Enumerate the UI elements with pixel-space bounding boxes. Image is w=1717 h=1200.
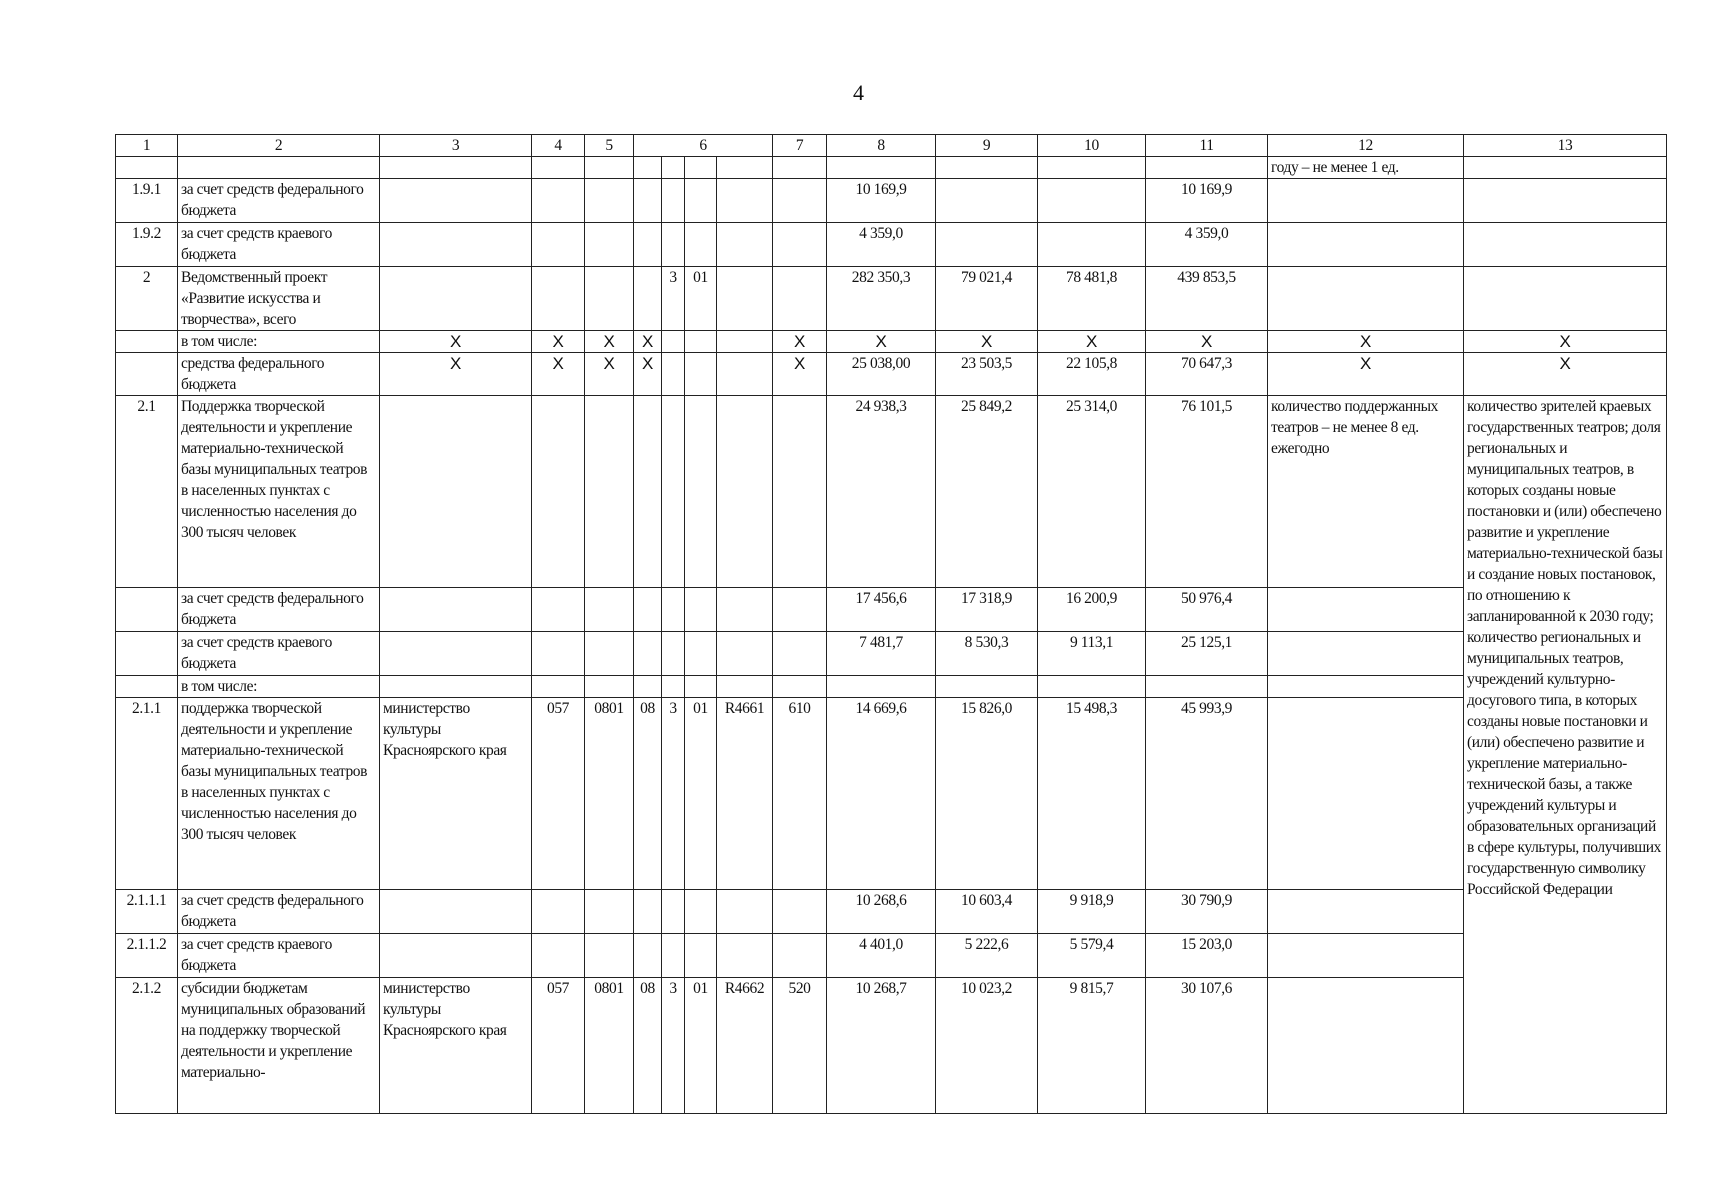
cell-c3 — [685, 588, 717, 632]
column-number: 9 — [936, 135, 1038, 157]
cell-c1: X — [634, 331, 662, 353]
cell-y2 — [936, 223, 1038, 267]
cell-num — [116, 632, 178, 676]
table-row — [116, 890, 1667, 934]
cell-c4 — [717, 179, 773, 223]
cell-c3 — [685, 353, 717, 396]
cell-name: за счет средств краевого бюджета — [178, 632, 380, 676]
cell-grbs — [532, 934, 585, 978]
cell-y1: 17 456,6 — [827, 588, 936, 632]
cell-c3 — [685, 934, 717, 978]
cell-vr: X — [773, 331, 827, 353]
cell-exec: министерство культуры Красноярского края — [380, 978, 532, 1114]
table-row — [116, 698, 1667, 890]
cell-num: 2 — [116, 267, 178, 331]
table-row — [116, 223, 1667, 267]
cell-exec — [380, 267, 532, 331]
cell-num — [116, 588, 178, 632]
table-row — [116, 588, 1667, 632]
table-row — [116, 396, 1667, 588]
cell-y3: 78 481,8 — [1038, 267, 1146, 331]
cell-y2: 8 530,3 — [936, 632, 1038, 676]
table-row — [116, 267, 1667, 331]
cell-c3 — [685, 396, 717, 588]
cell-c4 — [717, 588, 773, 632]
table-row — [116, 978, 1667, 1114]
cell-result: X — [1268, 353, 1464, 396]
cell-exec: министерство культуры Красноярского края — [380, 698, 532, 890]
cell-c2: 3 — [662, 267, 685, 331]
cell-c2 — [662, 223, 685, 267]
cell-name: за счет средств краевого бюджета — [178, 223, 380, 267]
cell-c4 — [717, 353, 773, 396]
cell-c3 — [685, 676, 717, 698]
cell-rzpr: X — [585, 331, 634, 353]
cell-num: 2.1.2 — [116, 978, 178, 1114]
cell-grbs: 057 — [532, 698, 585, 890]
column-number-row — [116, 135, 1667, 157]
cell-y2 — [936, 179, 1038, 223]
cell-num — [116, 331, 178, 353]
cell-indicator: X — [1464, 353, 1667, 396]
table-row — [116, 157, 1667, 179]
cell-name: в том числе: — [178, 676, 380, 698]
cell-total: 30 790,9 — [1146, 890, 1268, 934]
table-row — [116, 353, 1667, 396]
column-number: 13 — [1464, 135, 1667, 157]
column-number: 3 — [380, 135, 532, 157]
cell-result — [1268, 223, 1464, 267]
cell-y1: 4 359,0 — [827, 223, 936, 267]
cell-c2 — [662, 157, 685, 179]
cell-c4 — [717, 267, 773, 331]
cell-c4: R4662 — [717, 978, 773, 1114]
column-number: 7 — [773, 135, 827, 157]
cell-name: за счет средств федерального бюджета — [178, 588, 380, 632]
cell-y3 — [1038, 179, 1146, 223]
cell-c4 — [717, 890, 773, 934]
cell-exec — [380, 676, 532, 698]
column-number: 1 — [116, 135, 178, 157]
cell-rzpr — [585, 632, 634, 676]
cell-name: субсидии бюджетам муниципальных образований на поддержку творческой деятельности и укрепление материально- — [178, 978, 380, 1114]
cell-y3: 15 498,3 — [1038, 698, 1146, 890]
table-row — [116, 676, 1667, 698]
cell-name: в том числе: — [178, 331, 380, 353]
cell-y1: 282 350,3 — [827, 267, 936, 331]
cell-exec — [380, 223, 532, 267]
cell-vr — [773, 267, 827, 331]
cell-rzpr — [585, 934, 634, 978]
cell-c2 — [662, 676, 685, 698]
cell-c1: 08 — [634, 978, 662, 1114]
cell-vr — [773, 223, 827, 267]
cell-c1 — [634, 588, 662, 632]
cell-vr — [773, 157, 827, 179]
cell-y1: 10 169,9 — [827, 179, 936, 223]
cell-name: поддержка творческой деятельности и укрепление материально-технической базы муниципальных театров в населенных пунктах с численностью населения до 300 тысяч человек — [178, 698, 380, 890]
cell-result — [1268, 267, 1464, 331]
cell-y3 — [1038, 157, 1146, 179]
budget-table — [115, 134, 1667, 1114]
cell-c4 — [717, 223, 773, 267]
cell-total: 10 169,9 — [1146, 179, 1268, 223]
cell-result — [1268, 934, 1464, 978]
cell-c2 — [662, 890, 685, 934]
cell-y3: 22 105,8 — [1038, 353, 1146, 396]
cell-result — [1268, 890, 1464, 934]
cell-c3 — [685, 632, 717, 676]
cell-exec — [380, 934, 532, 978]
cell-total — [1146, 157, 1268, 179]
cell-c1 — [634, 632, 662, 676]
cell-y2 — [936, 676, 1038, 698]
cell-c2: 3 — [662, 698, 685, 890]
cell-c2 — [662, 179, 685, 223]
cell-c3 — [685, 223, 717, 267]
cell-c1 — [634, 223, 662, 267]
column-number: 6 — [634, 135, 773, 157]
cell-grbs — [532, 157, 585, 179]
cell-vr — [773, 632, 827, 676]
cell-result — [1268, 632, 1464, 676]
cell-c4 — [717, 632, 773, 676]
cell-indicator: X — [1464, 331, 1667, 353]
column-number: 12 — [1268, 135, 1464, 157]
cell-c2 — [662, 331, 685, 353]
cell-name: за счет средств краевого бюджета — [178, 934, 380, 978]
cell-c3: 01 — [685, 698, 717, 890]
cell-exec — [380, 890, 532, 934]
cell-name: Ведомственный проект «Развитие искусства и творчества», всего — [178, 267, 380, 331]
cell-c3: 01 — [685, 267, 717, 331]
cell-y1: 14 669,6 — [827, 698, 936, 890]
cell-y2: 15 826,0 — [936, 698, 1038, 890]
cell-num — [116, 676, 178, 698]
cell-result — [1268, 978, 1464, 1114]
cell-rzpr: 0801 — [585, 978, 634, 1114]
cell-y1: 7 481,7 — [827, 632, 936, 676]
cell-y3: X — [1038, 331, 1146, 353]
cell-y3: 25 314,0 — [1038, 396, 1146, 588]
cell-vr — [773, 890, 827, 934]
cell-c1: X — [634, 353, 662, 396]
cell-total: 30 107,6 — [1146, 978, 1268, 1114]
cell-rzpr — [585, 179, 634, 223]
cell-grbs — [532, 267, 585, 331]
column-number: 8 — [827, 135, 936, 157]
cell-c4 — [717, 934, 773, 978]
cell-y2: 23 503,5 — [936, 353, 1038, 396]
cell-y1: 4 401,0 — [827, 934, 936, 978]
cell-c3 — [685, 157, 717, 179]
cell-total: 4 359,0 — [1146, 223, 1268, 267]
cell-vr — [773, 934, 827, 978]
cell-total: 76 101,5 — [1146, 396, 1268, 588]
cell-result — [1268, 588, 1464, 632]
cell-num: 2.1 — [116, 396, 178, 588]
cell-exec — [380, 396, 532, 588]
cell-c3 — [685, 890, 717, 934]
cell-exec — [380, 588, 532, 632]
cell-y1 — [827, 157, 936, 179]
cell-vr: X — [773, 353, 827, 396]
cell-vr: 520 — [773, 978, 827, 1114]
cell-grbs: 057 — [532, 978, 585, 1114]
cell-y3: 5 579,4 — [1038, 934, 1146, 978]
cell-y3 — [1038, 676, 1146, 698]
cell-rzpr — [585, 588, 634, 632]
cell-y3: 16 200,9 — [1038, 588, 1146, 632]
cell-rzpr — [585, 223, 634, 267]
cell-c1 — [634, 676, 662, 698]
cell-result: X — [1268, 331, 1464, 353]
cell-y1 — [827, 676, 936, 698]
cell-rzpr: X — [585, 353, 634, 396]
column-number: 2 — [178, 135, 380, 157]
cell-total: 15 203,0 — [1146, 934, 1268, 978]
cell-indicator — [1464, 157, 1667, 179]
cell-c2 — [662, 353, 685, 396]
cell-num: 1.9.2 — [116, 223, 178, 267]
cell-c2 — [662, 588, 685, 632]
cell-c2 — [662, 396, 685, 588]
cell-c1 — [634, 396, 662, 588]
cell-y3 — [1038, 223, 1146, 267]
cell-y3: 9 113,1 — [1038, 632, 1146, 676]
cell-indicator — [1464, 223, 1667, 267]
table-row — [116, 934, 1667, 978]
cell-y2 — [936, 157, 1038, 179]
cell-c3 — [685, 179, 717, 223]
cell-vr — [773, 179, 827, 223]
cell-y2: X — [936, 331, 1038, 353]
cell-total: 70 647,3 — [1146, 353, 1268, 396]
cell-grbs — [532, 632, 585, 676]
cell-c1 — [634, 157, 662, 179]
table-row — [116, 331, 1667, 353]
cell-vr: 610 — [773, 698, 827, 890]
cell-total: 439 853,5 — [1146, 267, 1268, 331]
cell-grbs — [532, 179, 585, 223]
cell-vr — [773, 676, 827, 698]
page-number: 4 — [853, 80, 864, 105]
cell-rzpr — [585, 890, 634, 934]
cell-total: 45 993,9 — [1146, 698, 1268, 890]
cell-y2: 25 849,2 — [936, 396, 1038, 588]
cell-y1: 10 268,7 — [827, 978, 936, 1114]
cell-c2 — [662, 934, 685, 978]
cell-name: средства федерального бюджета — [178, 353, 380, 396]
cell-c1: 08 — [634, 698, 662, 890]
cell-y3: 9 815,7 — [1038, 978, 1146, 1114]
table-row — [116, 179, 1667, 223]
column-number: 10 — [1038, 135, 1146, 157]
cell-c1 — [634, 890, 662, 934]
table-row — [116, 632, 1667, 676]
cell-num — [116, 353, 178, 396]
cell-exec — [380, 632, 532, 676]
cell-c4 — [717, 396, 773, 588]
cell-c1 — [634, 934, 662, 978]
cell-total: X — [1146, 331, 1268, 353]
cell-result — [1268, 676, 1464, 698]
cell-grbs — [532, 890, 585, 934]
cell-y1: 10 268,6 — [827, 890, 936, 934]
cell-grbs — [532, 396, 585, 588]
cell-total: 50 976,4 — [1146, 588, 1268, 632]
column-number: 11 — [1146, 135, 1268, 157]
cell-total: 25 125,1 — [1146, 632, 1268, 676]
cell-num: 2.1.1 — [116, 698, 178, 890]
cell-num: 1.9.1 — [116, 179, 178, 223]
cell-c4 — [717, 157, 773, 179]
cell-indicator-merged: количество зрителей краевых государственных театров; доля региональных и муниципальных театров, в которых созданы новые постановки и (или) обеспечено развитие и укрепление материально-технической базы и создание новых постановок, по отношению к запланированной к 2030 году; количество региональных и муниципальных театров, учреждений культурно-досугового типа, в которых созданы новые постановки и (или) обеспечено развитие и укрепление материально-технической базы, а также учреждений культуры и образовательных организаций в сфере культуры, получивших государственную символику Российской Федерации — [1464, 396, 1667, 1114]
cell-grbs — [532, 676, 585, 698]
cell-c4 — [717, 331, 773, 353]
cell-c2 — [662, 632, 685, 676]
cell-c3: 01 — [685, 978, 717, 1114]
cell-total — [1146, 676, 1268, 698]
cell-grbs: X — [532, 331, 585, 353]
cell-vr — [773, 588, 827, 632]
cell-rzpr — [585, 396, 634, 588]
cell-indicator — [1464, 179, 1667, 223]
cell-c1 — [634, 179, 662, 223]
cell-c2: 3 — [662, 978, 685, 1114]
cell-y2: 5 222,6 — [936, 934, 1038, 978]
cell-y2: 10 603,4 — [936, 890, 1038, 934]
cell-rzpr — [585, 676, 634, 698]
cell-rzpr — [585, 157, 634, 179]
cell-exec — [380, 157, 532, 179]
cell-result — [1268, 698, 1464, 890]
cell-y2: 17 318,9 — [936, 588, 1038, 632]
column-number: 4 — [532, 135, 585, 157]
cell-rzpr: 0801 — [585, 698, 634, 890]
cell-c4: R4661 — [717, 698, 773, 890]
cell-name: за счет средств федерального бюджета — [178, 890, 380, 934]
cell-name: за счет средств федерального бюджета — [178, 179, 380, 223]
cell-grbs: X — [532, 353, 585, 396]
cell-result — [1268, 179, 1464, 223]
cell-name — [178, 157, 380, 179]
cell-c4 — [717, 676, 773, 698]
cell-name: Поддержка творческой деятельности и укрепление материально-технической базы муниципальных театров в населенных пунктах с численностью населения до 300 тысяч человек — [178, 396, 380, 588]
cell-result: году – не менее 1 ед. — [1268, 157, 1464, 179]
column-number: 5 — [585, 135, 634, 157]
cell-grbs — [532, 223, 585, 267]
cell-result: количество поддержанных театров – не менее 8 ед. ежегодно — [1268, 396, 1464, 588]
cell-num — [116, 157, 178, 179]
cell-y2: 79 021,4 — [936, 267, 1038, 331]
cell-exec: X — [380, 331, 532, 353]
cell-indicator — [1464, 267, 1667, 331]
cell-vr — [773, 396, 827, 588]
cell-grbs — [532, 588, 585, 632]
cell-c1 — [634, 267, 662, 331]
cell-y1: X — [827, 331, 936, 353]
cell-y1: 25 038,00 — [827, 353, 936, 396]
cell-num: 2.1.1.2 — [116, 934, 178, 978]
cell-exec — [380, 179, 532, 223]
cell-num: 2.1.1.1 — [116, 890, 178, 934]
cell-c3 — [685, 331, 717, 353]
cell-y1: 24 938,3 — [827, 396, 936, 588]
cell-rzpr — [585, 267, 634, 331]
cell-exec: X — [380, 353, 532, 396]
cell-y3: 9 918,9 — [1038, 890, 1146, 934]
cell-y2: 10 023,2 — [936, 978, 1038, 1114]
